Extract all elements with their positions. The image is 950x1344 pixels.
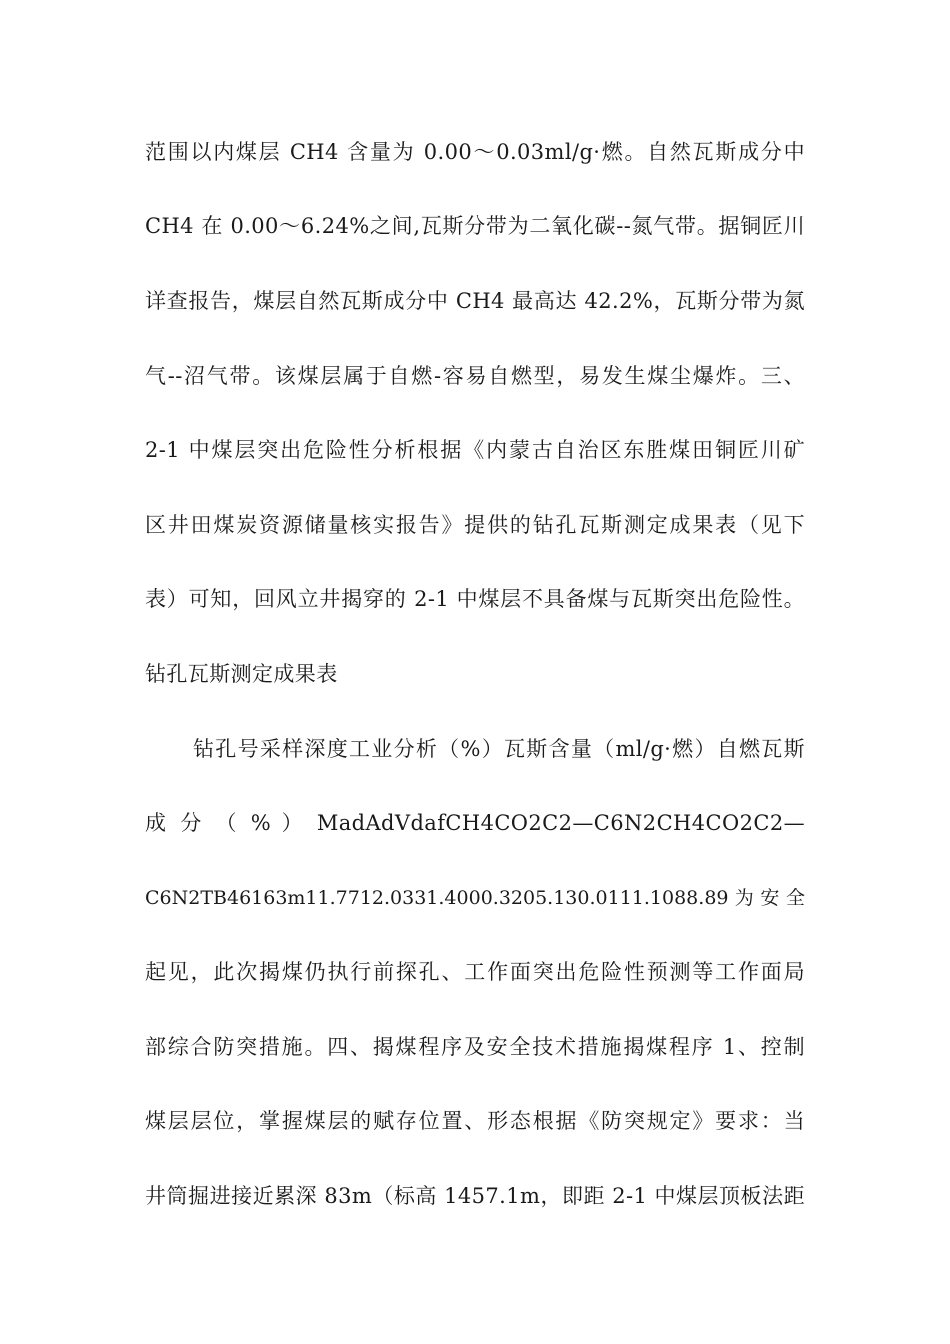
text-line-9: 钻孔号采样深度工业分析（%）瓦斯含量（ml/g·燃）自燃瓦斯 — [193, 737, 805, 761]
text-line-13: 部综合防突措施。四、揭煤程序及安全技术措施揭煤程序 1、控制 — [145, 1035, 805, 1059]
text-line-1: 范围以内煤层 CH4 含量为 0.00～0.03ml/g·燃。自然瓦斯成分中 — [145, 140, 805, 164]
text-line-14: 煤层层位，掌握煤层的赋存位置、形态根据《防突规定》要求：当 — [145, 1109, 805, 1133]
text-line-12: 起见，此次揭煤仍执行前探孔、工作面突出危险性预测等工作面局 — [145, 960, 805, 984]
text-line-5: 2-1 中煤层突出危险性分析根据《内蒙古自治区东胜煤田铜匠川矿 — [145, 438, 805, 462]
text-line-11: C6N2TB46163m11.7712.0331.4000.3205.130.0111.1088.89 为 安 全 — [145, 887, 805, 909]
text-line-3: 详查报告，煤层自然瓦斯成分中 CH4 最高达 42.2%，瓦斯分带为氮 — [145, 289, 805, 313]
text-line-15: 井筒掘进接近累深 83m（标高 1457.1m，即距 2-1 中煤层顶板法距 — [145, 1184, 805, 1208]
text-line-4: 气--沼气带。该煤层属于自燃-容易自燃型，易发生煤尘爆炸。三、 — [145, 364, 805, 388]
table-caption: 钻孔瓦斯测定成果表 — [145, 662, 338, 686]
text-line-2: CH4 在 0.00～6.24%之间,瓦斯分带为二氧化碳--氮气带。据铜匠川 — [145, 214, 805, 238]
text-line-6: 区井田煤炭资源储量核实报告》提供的钻孔瓦斯测定成果表（见下 — [145, 513, 805, 537]
text-line-10: 成 分 （ % ） MadAdVdafCH4CO2C2—C6N2CH4CO2C2— — [145, 811, 805, 835]
text-line-7: 表）可知，回风立井揭穿的 2-1 中煤层不具备煤与瓦斯突出危险性。 — [145, 587, 805, 611]
